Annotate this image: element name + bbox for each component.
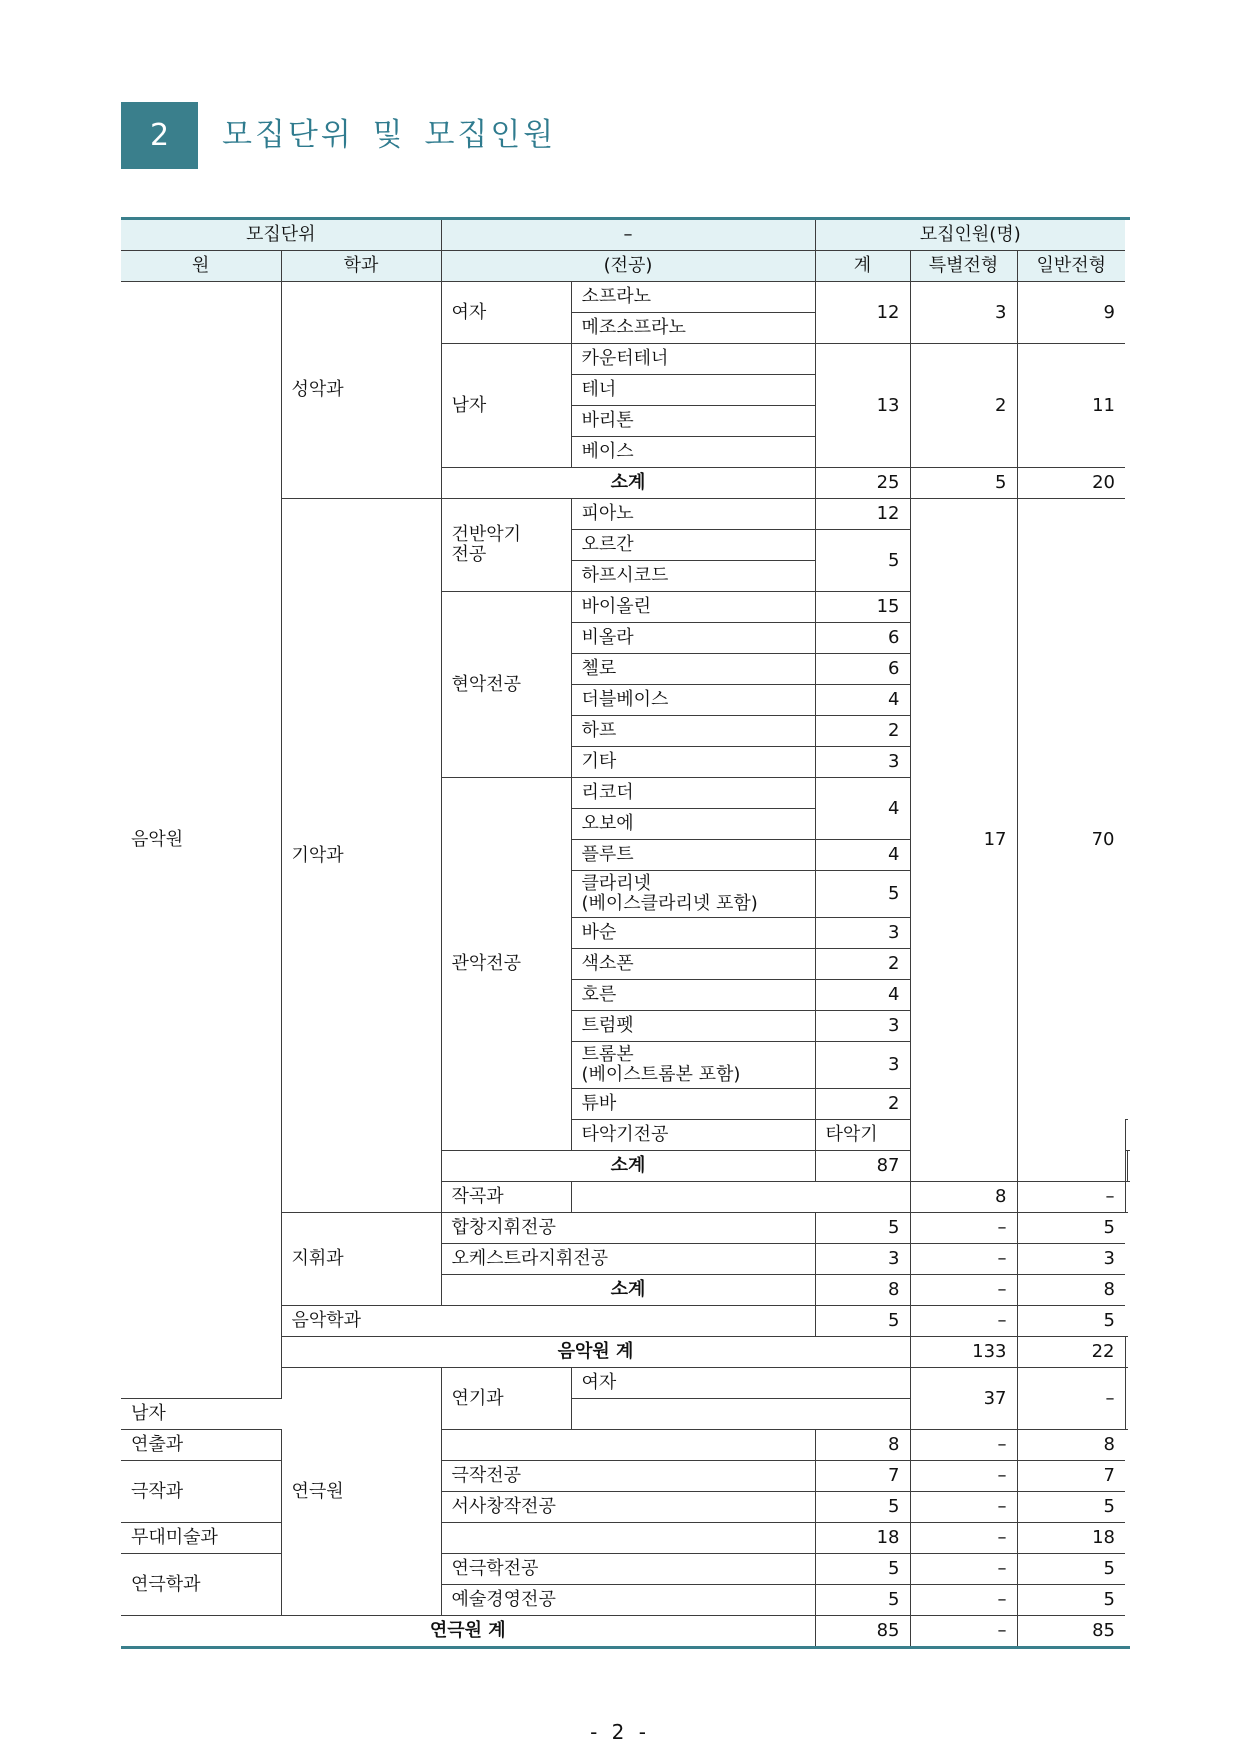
studies-special: – (910, 1554, 1017, 1585)
instrument: 색소폰 (571, 949, 815, 980)
grand-total-row (121, 1616, 1130, 1648)
instrument-total: 4 (815, 778, 910, 840)
acting-total: 37 (910, 1368, 1017, 1430)
instrumental-subtotal-total: 87 (815, 1151, 910, 1182)
instrument (571, 1042, 815, 1089)
school-music: 음악원 (121, 282, 281, 1399)
clarinet-line1: 클라리넷 (581, 873, 652, 894)
mgmt-total: 5 (815, 1585, 910, 1616)
acting-special: – (1017, 1368, 1125, 1430)
instrument: 더블베이스 (571, 685, 815, 716)
dept-composition: 작곡과 (441, 1182, 571, 1213)
instrument: 바순 (571, 918, 815, 949)
instrument: 하프시코드 (571, 561, 815, 592)
header-total: 계 (815, 251, 910, 282)
vocal-male-total: 13 (815, 344, 910, 468)
conducting-subtotal-general: 8 (1017, 1275, 1125, 1306)
trombone-line2: (베이스트롬본 포함) (581, 1064, 741, 1085)
instrument: 기타 (571, 747, 815, 778)
keyboard-label (441, 499, 571, 592)
vocal-subtotal-general: 20 (1017, 468, 1125, 499)
vocal-part: 메조소프라노 (571, 313, 815, 344)
header-dept: 학과 (281, 251, 441, 282)
header-row-1 (121, 219, 1130, 251)
orch-special: – (910, 1244, 1017, 1275)
instrument: 하프 (571, 716, 815, 747)
section-title: 모집단위 및 모집인원 (222, 117, 557, 153)
clarinet-line2: (베이스클라리넷 포함) (581, 893, 758, 914)
vocal-part: 카운터테너 (571, 344, 815, 375)
directing-total: 8 (815, 1430, 910, 1461)
dept-vocal: 성악과 (281, 282, 441, 499)
major-label: 극작전공 (441, 1461, 815, 1492)
vocal-subtotal-special: 5 (910, 468, 1017, 499)
composition-general (1125, 1182, 1128, 1213)
narrative-general: 5 (1017, 1492, 1125, 1523)
header-won: 원 (121, 251, 281, 282)
playwriting-total: 7 (815, 1461, 910, 1492)
orch-general: 3 (1017, 1244, 1125, 1275)
vocal-subtotal-total: 25 (815, 468, 910, 499)
vocal-female-label: 여자 (441, 282, 571, 344)
instrument-total: 3 (815, 1042, 910, 1089)
table-row (121, 282, 1130, 313)
header-special: 특별전형 (910, 251, 1017, 282)
vocal-male-general: 11 (1017, 344, 1125, 468)
instrument-total: 5 (815, 871, 910, 918)
instrument: 리코더 (571, 778, 815, 809)
drama-grand-total: 85 (815, 1616, 910, 1648)
choral-general: 5 (1017, 1213, 1125, 1244)
dept-conducting: 지휘과 (281, 1213, 441, 1306)
instrument: 튜바 (571, 1089, 815, 1120)
drama-grand-general: 85 (1017, 1616, 1125, 1648)
header-dash: – (441, 219, 815, 251)
instrument-total: 2 (815, 949, 910, 980)
major-label: 연극학전공 (441, 1554, 815, 1585)
vocal-female-total: 12 (815, 282, 910, 344)
directing-special: – (910, 1430, 1017, 1461)
instrument-total: 2 (815, 1089, 910, 1120)
composition-special: – (1017, 1182, 1125, 1213)
directing-general: 8 (1017, 1430, 1125, 1461)
drama-grand-special: – (910, 1616, 1017, 1648)
mgmt-special: – (910, 1585, 1017, 1616)
vocal-part: 바리톤 (571, 406, 815, 437)
empty-major (571, 1182, 910, 1213)
header-unit: 모집단위 (121, 219, 441, 251)
dept-acting: 연기과 (441, 1368, 571, 1430)
instrument: 트럼펫 (571, 1011, 815, 1042)
playwriting-general: 7 (1017, 1461, 1125, 1492)
table-row (121, 1461, 1130, 1492)
instrument-total: 15 (815, 592, 910, 623)
instrument: 오보에 (571, 809, 815, 840)
instrument-total: 6 (815, 654, 910, 685)
school-drama: 연극원 (281, 1368, 441, 1616)
vocal-female-special: 3 (910, 282, 1017, 344)
vocal-part: 테너 (571, 375, 815, 406)
stage-total: 18 (815, 1523, 910, 1554)
header-quota: 모집인원(명) (815, 219, 1125, 251)
instrument-total: 2 (815, 716, 910, 747)
dept-theatre: 연극학과 (121, 1554, 281, 1616)
strings-label: 현악전공 (441, 592, 571, 778)
major-label: 오케스트라지휘전공 (441, 1244, 815, 1275)
instrumental-general: 70 (1017, 499, 1125, 1182)
empty-major (441, 1523, 815, 1554)
winds-label: 관악전공 (441, 778, 571, 1151)
choral-total: 5 (815, 1213, 910, 1244)
table-row (121, 1430, 1130, 1461)
instrument: 호른 (571, 980, 815, 1011)
acting-general (1125, 1368, 1128, 1430)
stage-special: – (910, 1523, 1017, 1554)
studies-total: 5 (815, 1554, 910, 1585)
conducting-subtotal-total: 8 (815, 1275, 910, 1306)
perc-label: 타악기전공 (571, 1120, 815, 1151)
choral-special: – (910, 1213, 1017, 1244)
narrative-total: 5 (815, 1492, 910, 1523)
instrument-total: 3 (815, 918, 910, 949)
dept-instrumental: 기악과 (281, 499, 441, 1213)
instrument-total: 4 (815, 980, 910, 1011)
vocal-male-special: 2 (910, 344, 1017, 468)
instrument-total: 3 (815, 747, 910, 778)
instrument: 비올라 (571, 623, 815, 654)
instrumental-subtotal-general (1128, 1151, 1131, 1182)
dept-directing: 연출과 (121, 1430, 281, 1461)
narrative-special: – (910, 1492, 1017, 1523)
instrument-total: 3 (815, 1011, 910, 1042)
vocal-female-general: 9 (1017, 282, 1125, 344)
dept-stage: 무대미술과 (121, 1523, 281, 1554)
header-major: (전공) (441, 251, 815, 282)
dept-musicology: 음악학과 (281, 1306, 815, 1337)
table-row (121, 1554, 1130, 1585)
major-label: 서사창작전공 (441, 1492, 815, 1523)
instrument: 첼로 (571, 654, 815, 685)
instrument-total (1125, 1120, 1128, 1151)
instrumental-subtotal-label: 소계 (441, 1151, 815, 1182)
instrument-total: 4 (815, 685, 910, 716)
music-grand-total: 133 (910, 1337, 1017, 1368)
major-label: 합창지휘전공 (441, 1213, 815, 1244)
table-row (121, 1523, 1130, 1554)
acting-female: 여자 (571, 1368, 910, 1399)
acting-male: 남자 (121, 1399, 441, 1430)
vocal-subtotal-label: 소계 (441, 468, 815, 499)
instrument (571, 871, 815, 918)
mgmt-general: 5 (1017, 1585, 1125, 1616)
vocal-part: 소프라노 (571, 282, 815, 313)
instrument-total: 5 (815, 530, 910, 592)
dept-playwriting: 극작과 (121, 1461, 281, 1523)
trombone-line1: 트롬본 (581, 1044, 634, 1065)
stage-general: 18 (1017, 1523, 1125, 1554)
admission-quota-table (121, 217, 1130, 1649)
instrumental-special: 17 (910, 499, 1017, 1182)
instrument: 오르간 (571, 530, 815, 561)
instrument: 피아노 (571, 499, 815, 530)
instrument: 타악기 (815, 1120, 910, 1151)
musicology-total: 5 (815, 1306, 910, 1337)
vocal-male-label: 남자 (441, 344, 571, 468)
playwriting-special: – (910, 1461, 1017, 1492)
music-grand-label: 음악원 계 (281, 1337, 910, 1368)
instrument: 바이올린 (571, 592, 815, 623)
header-general: 일반전형 (1017, 251, 1125, 282)
musicology-special: – (910, 1306, 1017, 1337)
music-grand-special: 22 (1017, 1337, 1125, 1368)
studies-general: 5 (1017, 1554, 1125, 1585)
conducting-subtotal-label: 소계 (441, 1275, 815, 1306)
keyboard-label-line2: 전공 (451, 544, 487, 565)
instrument-total: 12 (815, 499, 910, 530)
empty-major (441, 1430, 815, 1461)
musicology-general: 5 (1017, 1306, 1125, 1337)
major-label: 예술경영전공 (441, 1585, 815, 1616)
vocal-part: 베이스 (571, 437, 815, 468)
instrument: 플루트 (571, 840, 815, 871)
drama-grand-label: 연극원 계 (121, 1616, 815, 1648)
header-row-2 (121, 251, 1130, 282)
keyboard-label-line1: 건반악기 (451, 524, 522, 545)
orch-total: 3 (815, 1244, 910, 1275)
instrument-total: 6 (815, 623, 910, 654)
composition-total: 8 (910, 1182, 1017, 1213)
page-number: - 2 - (590, 1720, 650, 1744)
section-number-badge: 2 (121, 102, 198, 169)
instrument-total: 4 (815, 840, 910, 871)
music-grand-general (1125, 1337, 1128, 1368)
conducting-subtotal-special: – (910, 1275, 1017, 1306)
